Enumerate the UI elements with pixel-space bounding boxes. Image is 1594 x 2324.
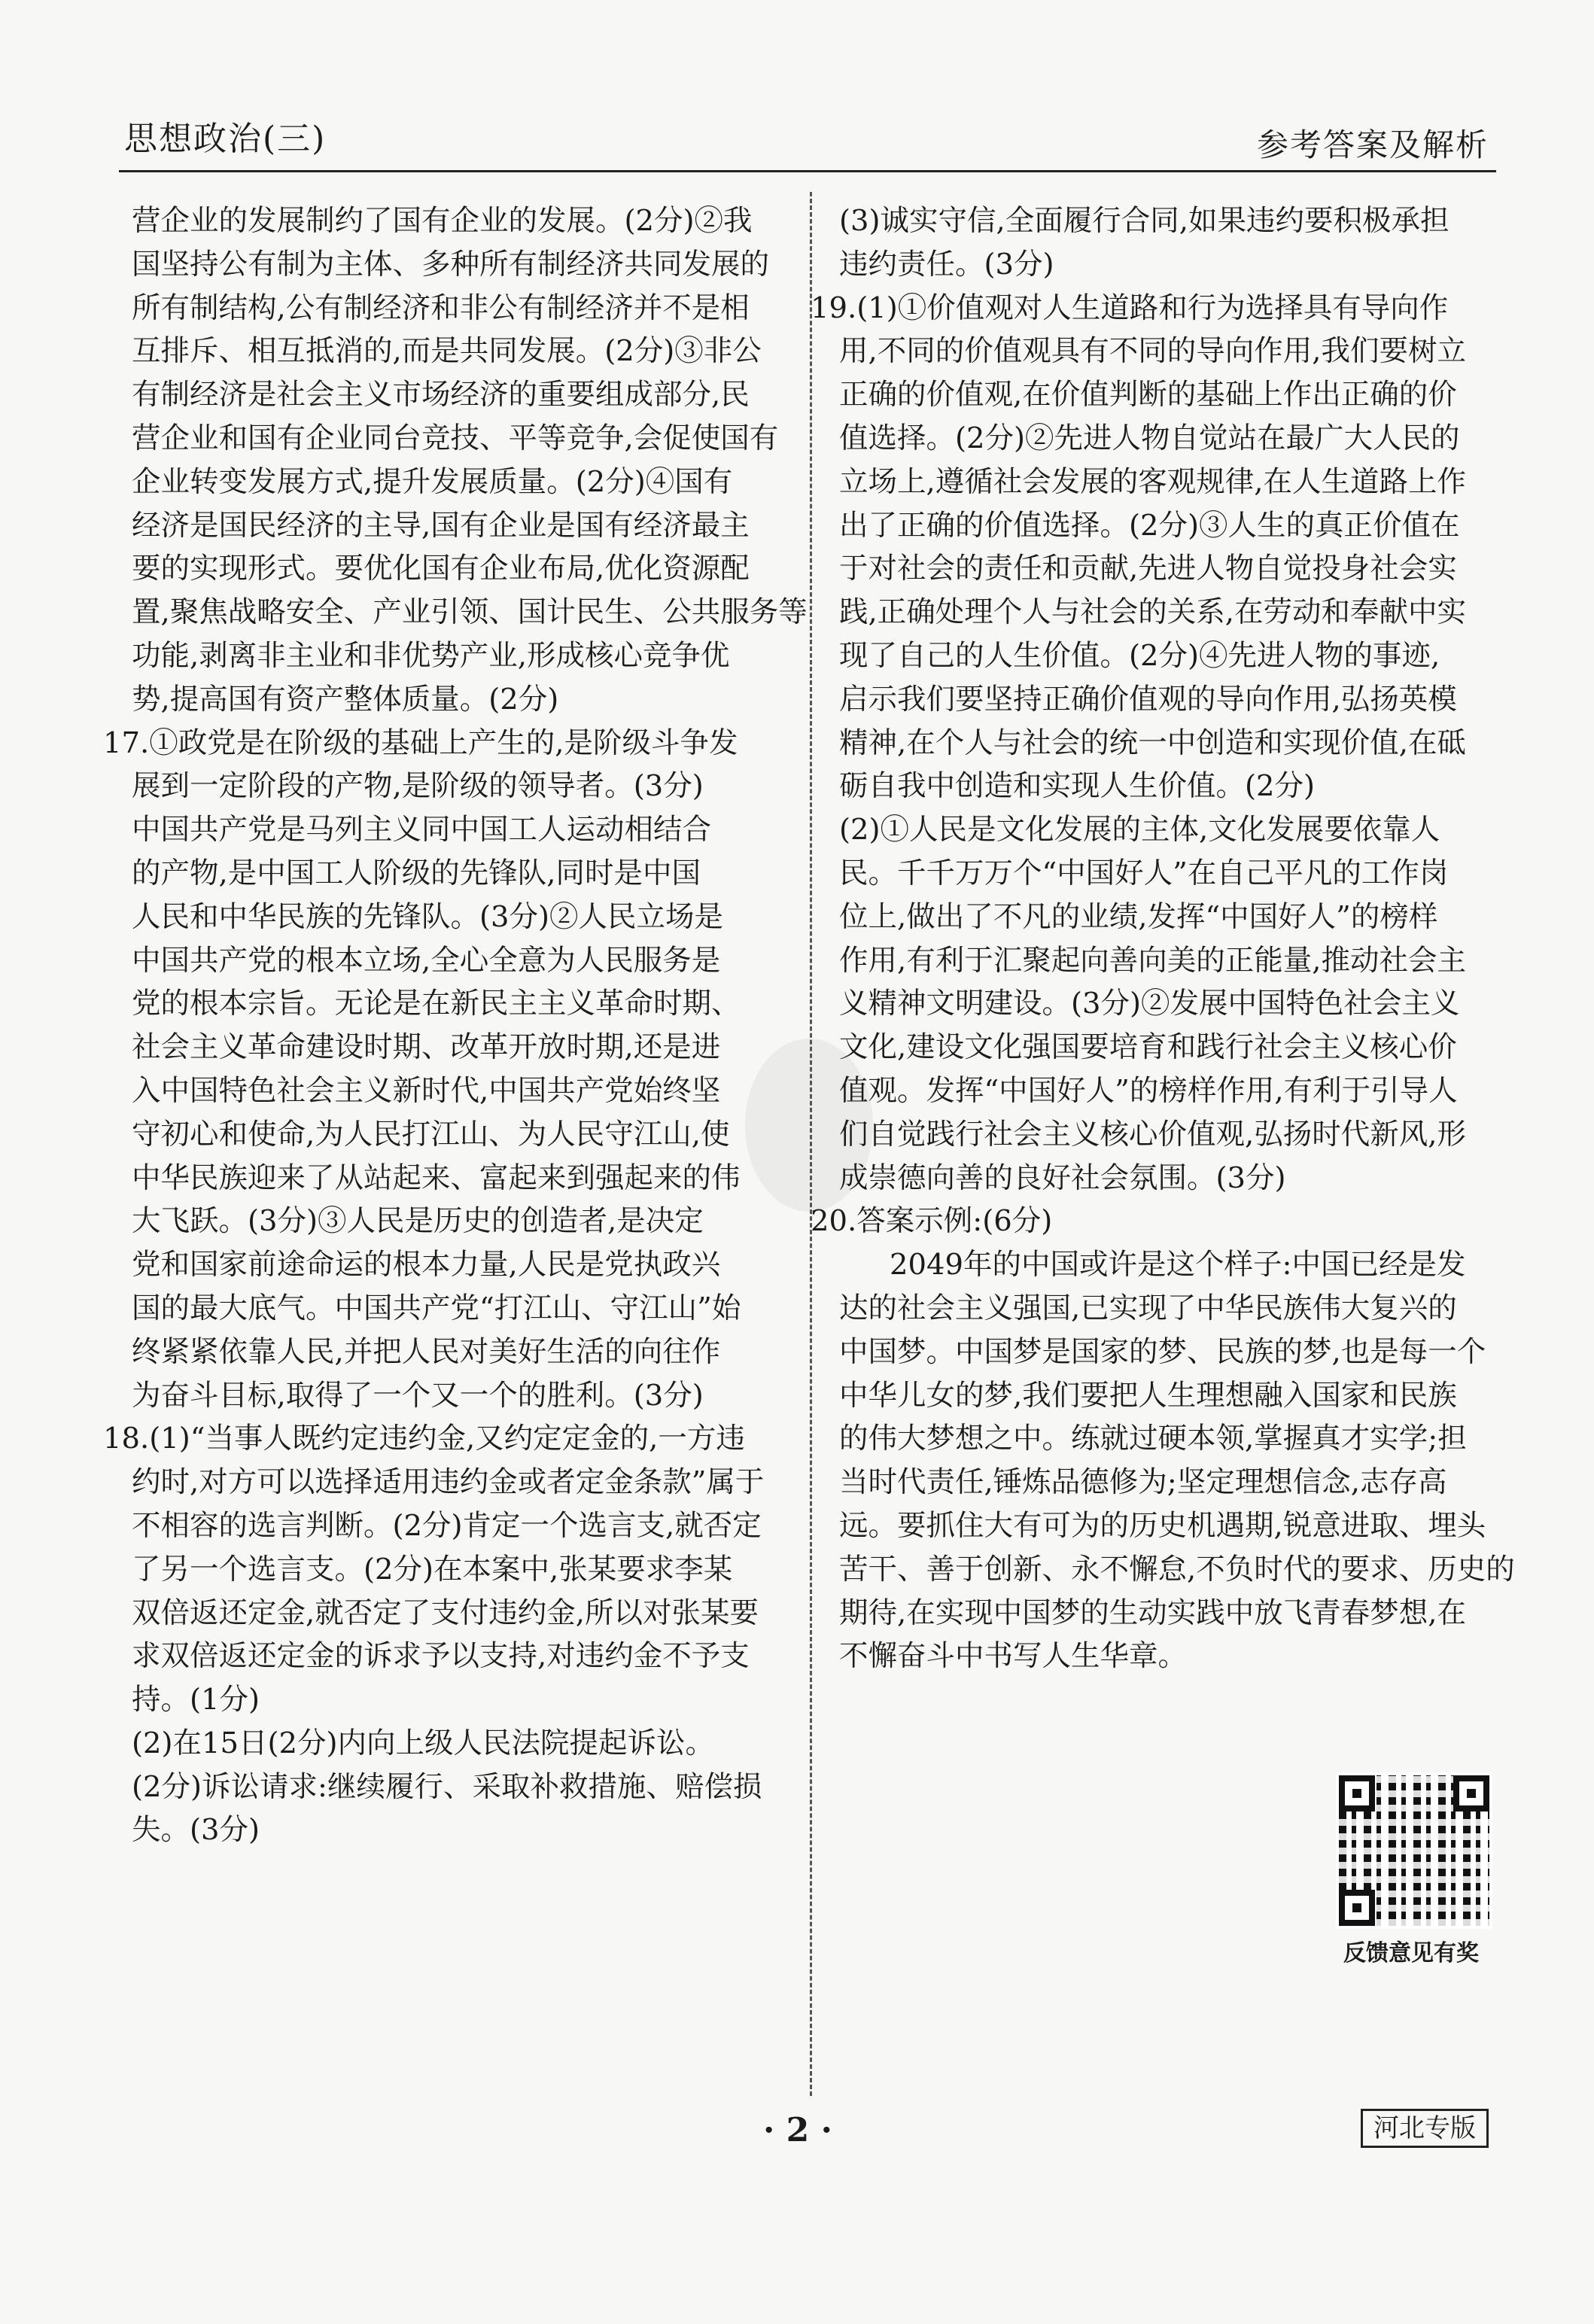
text-line: 社会主义革命建设时期、改革开放时期,还是进 xyxy=(132,1030,721,1065)
text-line: 中国共产党是马列主义同中国工人运动相结合 xyxy=(132,813,712,847)
text-line: 的伟大梦想之中。练就过硬本领,掌握真才实学;担 xyxy=(839,1422,1467,1456)
question-20-line: 20.答案示例:(6分) xyxy=(811,1204,1053,1239)
column-divider xyxy=(810,192,812,2096)
text-line: 为奋斗目标,取得了一个又一个的胜利。(3分) xyxy=(132,1378,704,1413)
text-line: (2)在15日(2分)内向上级人民法院提起诉讼。 xyxy=(132,1726,715,1760)
text-line: 践,正确处理个人与社会的关系,在劳动和奉献中实 xyxy=(839,595,1466,630)
edition-badge: 河北专版 xyxy=(1361,2109,1489,2148)
text-line: 营企业的发展制约了国有企业的发展。(2分)②我 xyxy=(132,204,753,238)
text-line: 入中国特色社会主义新时代,中国共产党始终坚 xyxy=(132,1073,721,1108)
text-line: 砺自我中创造和实现人生价值。(2分) xyxy=(839,769,1316,804)
text-line: 功能,剥离非主业和非优势产业,形成核心竞争优 xyxy=(132,638,730,673)
text-line: (2)①人民是文化发展的主体,文化发展要依靠人 xyxy=(839,813,1440,847)
text-line: 不相容的选言判断。(2分)肯定一个选言支,就否定 xyxy=(132,1508,762,1543)
qr-finder-mark xyxy=(1339,1775,1375,1811)
text-line: 人民和中华民族的先锋队。(3分)②人民立场是 xyxy=(132,899,724,934)
text-line: 2049年的中国或许是这个样子:中国已经是发 xyxy=(890,1248,1466,1282)
page-title: 思想政治(三) xyxy=(124,120,327,158)
text-line: 成崇德向善的良好社会氛围。(3分) xyxy=(839,1160,1286,1195)
text-line: 有制经济是社会主义市场经济的重要组成部分,民 xyxy=(132,378,750,412)
text-line: 不懈奋斗中书写人生华章。 xyxy=(839,1639,1188,1674)
text-line: 于对社会的责任和贡献,先进人物自觉投身社会实 xyxy=(839,552,1457,586)
header-divider xyxy=(119,170,1496,172)
text-line: 大飞跃。(3分)③人民是历史的创造者,是决定 xyxy=(132,1204,704,1239)
text-line: 企业转变发展方式,提升发展质量。(2分)④国有 xyxy=(132,464,733,499)
text-line: 达的社会主义强国,已实现了中华民族伟大复兴的 xyxy=(839,1291,1457,1325)
text-line: 民。千千万万个“中国好人”在自己平凡的工作岗 xyxy=(839,856,1449,890)
text-line: 持。(1分) xyxy=(132,1683,260,1717)
text-line: 作用,有利于汇聚起向善向美的正能量,推动社会主 xyxy=(839,943,1466,978)
text-line: 中华儿女的梦,我们要把人生理想融入国家和民族 xyxy=(839,1378,1457,1413)
qr-caption: 反馈意见有奖 xyxy=(1343,1940,1479,1967)
text-line: 正确的价值观,在价值判断的基础上作出正确的价 xyxy=(839,378,1457,412)
text-line: (3)诚实守信,全面履行合同,如果违约要积极承担 xyxy=(839,204,1450,238)
text-line: 置,聚焦战略安全、产业引领、国计民生、公共服务等 xyxy=(132,595,808,630)
page-number: · 2 · xyxy=(763,2111,832,2149)
text-line: 党的根本宗旨。无论是在新民主主义革命时期、 xyxy=(132,987,741,1021)
question-19-line: 19.(1)①价值观对人生道路和行为选择具有导向作 xyxy=(811,290,1449,325)
text-line: 守初心和使命,为人民打江山、为人民守江山,使 xyxy=(132,1117,730,1151)
text-line: 中华民族迎来了从站起来、富起来到强起来的伟 xyxy=(132,1160,741,1195)
section-title: 参考答案及解析 xyxy=(1256,126,1489,163)
text-line: 了另一个选言支。(2分)在本案中,张某要求李某 xyxy=(132,1552,733,1586)
text-line: 所有制结构,公有制经济和非公有制经济并不是相 xyxy=(132,290,750,325)
text-line: 失。(3分) xyxy=(132,1813,260,1848)
text-line: 互排斥、相互抵消的,而是共同发展。(2分)③非公 xyxy=(132,334,762,369)
text-line: 精神,在个人与社会的统一中创造和实现价值,在砥 xyxy=(839,725,1466,760)
text-line: 终紧紧依靠人民,并把人民对美好生活的向往作 xyxy=(132,1334,721,1369)
text-line: 值观。发挥“中国好人”的榜样作用,有利于引导人 xyxy=(839,1073,1458,1108)
text-line: (2分)诉讼请求:继续履行、采取补救措施、赔偿损 xyxy=(132,1769,762,1804)
text-line: 求双倍返还定金的诉求予以支持,对违约金不予支 xyxy=(132,1639,750,1674)
text-line: 位上,做出了不凡的业绩,发挥“中国好人”的榜样 xyxy=(839,899,1438,934)
text-line: 远。要抓住大有可为的历史机遇期,锐意进取、埋头 xyxy=(839,1508,1486,1543)
text-line: 当时代责任,锤炼品德修为;坚定理想信念,志存高 xyxy=(839,1465,1447,1500)
text-line: 们自觉践行社会主义核心价值观,弘扬时代新风,形 xyxy=(839,1117,1466,1151)
question-18-line: 18.(1)“当事人既约定违约金,又约定定金的,一方违 xyxy=(103,1422,745,1456)
qr-finder-mark xyxy=(1453,1775,1489,1811)
text-line: 经济是国民经济的主导,国有企业是国有经济最主 xyxy=(132,508,750,543)
text-line: 中国梦。中国梦是国家的梦、民族的梦,也是每一个 xyxy=(839,1334,1486,1369)
text-line: 用,不同的价值观具有不同的导向作用,我们要树立 xyxy=(839,334,1466,369)
text-line: 苦干、善于创新、永不懈怠,不负时代的要求、历史的 xyxy=(839,1552,1515,1586)
text-line: 国坚持公有制为主体、多种所有制经济共同发展的 xyxy=(132,247,770,281)
text-line: 势,提高国有资产整体质量。(2分) xyxy=(132,682,559,716)
left-column xyxy=(103,199,808,2081)
text-line: 文化,建设文化强国要培育和践行社会主义核心价 xyxy=(839,1030,1457,1065)
text-line: 违约责任。(3分) xyxy=(839,247,1054,281)
text-line: 的产物,是中国工人阶级的先锋队,同时是中国 xyxy=(132,856,701,890)
text-line: 义精神文明建设。(3分)②发展中国特色社会主义 xyxy=(839,987,1460,1021)
text-line: 展到一定阶段的产物,是阶级的领导者。(3分) xyxy=(132,769,704,804)
text-line: 现了自己的人生价值。(2分)④先进人物的事迹, xyxy=(839,638,1440,673)
text-line: 双倍返还定金,就否定了支付违约金,所以对张某要 xyxy=(132,1595,759,1630)
text-line: 约时,对方可以选择适用违约金或者定金条款”属于 xyxy=(132,1465,765,1500)
text-line: 中国共产党的根本立场,全心全意为人民服务是 xyxy=(132,943,721,978)
text-line: 启示我们要坚持正确价值观的导向作用,弘扬英模 xyxy=(839,682,1457,716)
question-17-line: 17.①政党是在阶级的基础上产生的,是阶级斗争发 xyxy=(103,725,738,760)
text-line: 营企业和国有企业同台竞技、平等竞争,会促使国有 xyxy=(132,421,779,455)
text-line: 党和国家前途命运的根本力量,人民是党执政兴 xyxy=(132,1248,721,1282)
text-line: 出了正确的价值选择。(2分)③人生的真正价值在 xyxy=(839,508,1460,543)
text-line: 期待,在实现中国梦的生动实践中放飞青春梦想,在 xyxy=(839,1595,1466,1630)
text-line: 值选择。(2分)②先进人物自觉站在最广大人民的 xyxy=(839,421,1460,455)
text-line: 立场上,遵循社会发展的客观规律,在人生道路上作 xyxy=(839,464,1466,499)
text-line: 国的最大底气。中国共产党“打江山、守江山”始 xyxy=(132,1291,741,1325)
text-line: 要的实现形式。要优化国有企业布局,优化资源配 xyxy=(132,552,750,586)
qr-code[interactable] xyxy=(1336,1772,1492,1929)
qr-finder-mark xyxy=(1339,1890,1375,1926)
